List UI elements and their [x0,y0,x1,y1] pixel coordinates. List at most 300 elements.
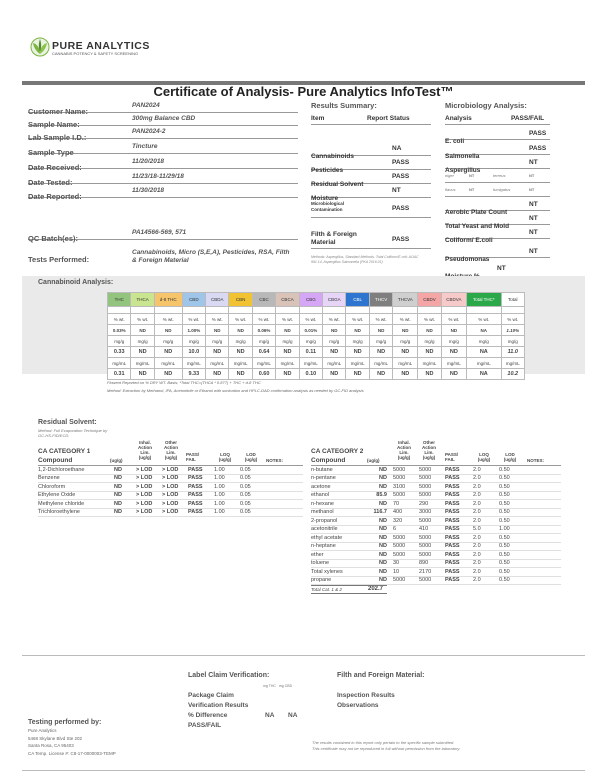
col-passfail: PASS/FAIL [511,115,545,122]
cannabinoid-cell: % wt. [501,314,524,325]
solvent-cell: 1.00 [214,483,225,490]
cannabinoid-cell: mg/g [154,336,182,347]
cannabinoid-cell: ND [206,325,229,336]
cannabinoid-cell: NA [467,369,501,380]
solvent-cell: 2.0 [473,577,481,584]
cannabinoid-cell: mg/mL [108,358,131,369]
solvent-cell: 30 [393,560,400,567]
solvent-cell: PASS [188,475,203,482]
solvent-cell: 5000 [393,543,406,550]
cannabinoid-header-cell: THCV [369,293,392,307]
solvent-cell: 5000 [393,577,406,584]
col-item: Item [311,115,325,122]
cannabinoid-cell: mg/g [369,336,392,347]
micro-row: Salmonella PASS [445,145,550,155]
cannabinoid-cell: 1.00% [182,325,205,336]
cannabinoid-cell: mg/g [108,336,131,347]
cannabinoid-cell: NA [467,347,501,358]
solvent-cell: 2.0 [473,560,481,567]
cannabinoid-cell [501,307,524,314]
solvent-cell: > LOD [162,466,179,473]
customer-row: Lab Sample I.D.: PAN2024-2 [28,127,298,139]
cannabinoid-header-cell: Total THC* [467,293,501,307]
cannabinoid-cell: ND [206,347,229,358]
solvent-cell: 3100 [393,483,406,490]
result-row: Pesticides PASS [311,159,431,170]
solvent-cell: 3000 [419,509,432,516]
disclaimer-line-1: The results contained in this report only pertain to the specific sample submitted. [312,740,455,745]
solvent-cell: 1.00 [214,492,225,499]
solvent-cell: 0.50 [499,543,510,550]
solvent-row [311,492,561,501]
cannabinoid-cell: ND [276,347,299,358]
cannabinoid-header-cell: CBD [182,293,205,307]
cannabinoid-cell: mg/g [393,336,418,347]
solvent-cell: > LOD [162,492,179,499]
solvent-cell: ND [379,500,387,507]
cannabinoid-cell: mg/mL [393,358,418,369]
cannabinoid-cell: 1.10% [501,325,524,336]
result-row: Microbiological Contamination PASS [311,201,431,218]
solvent-cell: ND [379,534,387,541]
percent-difference: % Difference [188,712,228,719]
cannabinoid-cell: ND [323,369,346,380]
cannabinoid-cell: 0.60 [252,369,275,380]
solvent-cell: methanol [311,509,334,516]
cat2-header: CA CATEGORY 2 Compound (ug/g) Inhal. Action Lim. (ug/g) Other Action Lim. (ug/g) PASS/ FAIL LOQ (ug/g) LOD (ug/g) NOTES: [311,440,561,466]
cannabinoid-header-cell: CBL [346,293,369,307]
cannabinoid-cell [346,307,369,314]
solvent-cell: PASS [188,500,203,507]
cannabinoid-cell: ND [154,325,182,336]
cannabinoid-cell: % wt. [369,314,392,325]
cannabinoid-cell: mg/mL [182,358,205,369]
cannabinoid-cell: mg/g [131,336,154,347]
testing-performed [28,719,228,757]
solvent-cell: 1.00 [499,526,510,533]
solvent-cell: > LOD [162,483,179,490]
solvent-row [311,577,561,586]
cannabinoid-cell: mg/mL [441,358,466,369]
solvent-cell: PASS [188,483,203,490]
cannabinoid-cell: 0.03% [108,325,131,336]
solvent-cell: 1.00 [214,500,225,507]
cannabinoid-cell [323,307,346,314]
solvent-cell: PASS [445,492,460,499]
cannabinoid-header-cell: CBDA [206,293,229,307]
verification-results: Verification Results [188,702,249,709]
cannabinoid-cell: 0.06% [252,325,275,336]
solvent-cell: 0.50 [499,568,510,575]
solvent-cell: 0.05 [240,492,251,499]
cannabinoid-cell: % wt. [467,314,501,325]
cannabinoid-cell: % wt. [276,314,299,325]
cannabinoid-cell [154,307,182,314]
cannabinoid-table [107,292,525,380]
solvent-row [311,517,561,526]
cannabinoid-cell: mg/mL [369,358,392,369]
solvent-row [311,568,561,577]
cannabinoid-cell: 10.2 [501,369,524,380]
solvent-cell: PASS [445,560,460,567]
cannabinoid-cell: mg/mL [276,358,299,369]
solvent-cell: 1.00 [214,466,225,473]
solvent-cell: PASS [445,509,460,516]
cannabinoid-cell: ND [131,369,154,380]
solvent-cell: PASS [445,500,460,507]
solvent-cell: n-butane [311,466,333,473]
cannabinoid-cell: ND [154,347,182,358]
solvent-cell: 2.0 [473,466,481,473]
cannabinoid-cell: mg/g [346,336,369,347]
micro-row: Total Yeast and Mold NT [445,215,550,225]
cannabinoid-cell: ND [418,369,441,380]
solvent-cell: 2.0 [473,551,481,558]
solvent-cell: 0.50 [499,475,510,482]
solvent-cell: 2.0 [473,483,481,490]
solvent-cell: 0.50 [499,466,510,473]
solvent-row [311,509,561,518]
customer-row: Date Reported: 11/30/2018 [28,186,298,198]
solvent-cell: 5000 [419,543,432,550]
solvent-row [311,483,561,492]
moisture-row: NT [497,265,506,272]
cannabinoid-cell: ND [131,347,154,358]
cannabinoid-cell: ND [369,347,392,358]
solvent-cell: PASS [445,475,460,482]
solvent-cell: 0.50 [499,577,510,584]
cannabinoid-cell: ND [441,347,466,358]
solvent-cell: 1.00 [214,509,225,516]
solvent-cell: 5000 [419,466,432,473]
cannabinoid-cell: ND [276,369,299,380]
cannabinoid-cell: ND [229,325,252,336]
customer-row: Tests Performed: Cannabinoids, Micro (S,E,A), Pesticides, RSA, Filth & Foreign Material [28,249,290,264]
category-2-table [311,440,561,594]
logo [30,37,160,59]
solvent-cell: 5000 [393,466,406,473]
result-row: Moisture NT [311,187,431,198]
solvent-cell: ND [114,492,122,499]
cannabinoid-cell: ND [323,325,346,336]
solvent-cell: 2.0 [473,500,481,507]
cannabinoid-cell: mg/g [252,336,275,347]
solvent-cell: PASS [445,517,460,524]
category-1-table [38,440,303,517]
cannabinoid-cell: 9.33 [182,369,205,380]
solvent-cell: 290 [419,500,429,507]
cannabinoid-cell: % wt. [299,314,322,325]
cannabinoid-cell: ND [229,347,252,358]
cannabinoid-cell: % wt. [441,314,466,325]
cannabinoid-header-cell: CBCA [276,293,299,307]
solvent-row [311,526,561,535]
cannabinoid-cell: 10.0 [182,347,205,358]
solvent-row [311,534,561,543]
solvent-cell: 0.50 [499,560,510,567]
cannabinoid-header-cell: CBN [229,293,252,307]
solvent-cell: Chloroform [38,483,66,490]
solvent-cell: 5000 [393,551,406,558]
solvent-cell: PASS [188,509,203,516]
solvent-cell: > LOD [136,492,153,499]
micro-analysis [445,101,550,272]
micro-row: Pseudomonas NT [445,248,550,258]
solvent-cell: 0.50 [499,534,510,541]
cannabinoid-cell: ND [206,369,229,380]
disclaimer [312,740,572,752]
cannabinoid-note-1: Flowent Reported on % DRY WT. Basis; *Total THC=(THCA * 0.877) + THC + d-8 THC [107,380,261,385]
solvent-cell: 0.05 [240,466,251,473]
micro-row: Coliform/ E.coli NT [445,229,550,239]
solvent-cell: ND [379,466,387,473]
solvent-cell: 320 [393,517,403,524]
diff-cbd: NA [288,712,298,719]
lab-license: CA Temp. License #: C8-17-0000003-TEMP [28,750,116,756]
footer-line [22,770,585,771]
cannabinoid-cell: ND [393,325,418,336]
cannabinoid-cell: mg/mL [299,358,322,369]
solvent-row [38,509,303,518]
solvent-cell: 2.0 [473,517,481,524]
cannabinoid-cell: % wt. [323,314,346,325]
cannabinoid-header-cell: Total [501,293,524,307]
solvent-cell: 5000 [419,475,432,482]
solvent-row [38,483,303,492]
cannabinoid-cell [441,307,466,314]
disclaimer-line-2: This certificate may not be reproduced in full without permission from the laboratory. [312,746,461,751]
observations: Observations [337,702,379,709]
solvent-row [38,475,303,484]
solvent-cell: ND [379,560,387,567]
lab-address: 5468 Skylane Blvd Ste 202 [28,735,83,741]
micro-row: Aspergillus NT [445,159,550,169]
solvent-cell: 0.05 [240,509,251,516]
solvent-cell: Total xylenes [311,568,343,575]
solvent-cell: ND [114,466,122,473]
solvent-cell: 0.50 [499,517,510,524]
solvent-cell: propane [311,577,332,584]
solvent-cell: ND [114,483,122,490]
solvent-cell: 410 [419,526,429,533]
solvent-cell: 0.50 [499,483,510,490]
section-divider [22,655,585,656]
solvent-cell: 5.0 [473,526,481,533]
solvent-cell: PASS [445,534,460,541]
cannabinoid-cell: ND [418,347,441,358]
solvent-cell: 0.50 [499,500,510,507]
solvent-cell: 5000 [419,483,432,490]
solvent-cell: 85.9 [376,492,387,499]
cannabinoid-cell: mg/mL [131,358,154,369]
solvent-cell: 0.05 [240,475,251,482]
cannabinoid-cell: ND [346,369,369,380]
solvent-cell: 2170 [419,568,432,575]
cannabinoid-cell: % wt. [393,314,418,325]
solvent-cell: n-pentane [311,475,336,482]
solvent-cell: 5000 [419,517,432,524]
solvent-row [38,466,303,475]
solvent-cell: PASS [445,577,460,584]
cannabinoid-cell [369,307,392,314]
cannabinoid-cell: mg/mL [418,358,441,369]
filth-section [337,672,477,709]
cannabinoid-cell: ND [346,325,369,336]
cannabinoid-cell: mg/g [299,336,322,347]
solvent-cell: PASS [445,483,460,490]
lab-city: Santa Rosa, CA 95403 [28,743,74,748]
result-row: Cannabinoids NA [311,145,431,156]
solvent-row [311,543,561,552]
cannabinoid-header-cell: THCA [131,293,154,307]
solvent-cell: Methylene chloride [38,500,85,507]
solvent-cell: ethanol [311,492,330,499]
cannabinoid-cell: mg/g [441,336,466,347]
cannabinoid-cell [229,307,252,314]
cannabinoid-cell: ND [393,369,418,380]
solvent-cell: ND [379,551,387,558]
solvent-row [311,475,561,484]
solvent-cell: 5000 [419,534,432,541]
cannabinoid-cell: mg/mL [252,358,275,369]
cannabinoid-cell: ND [369,325,392,336]
cannabinoid-cell: % wt. [252,314,275,325]
cannabinoid-cell: % wt. [418,314,441,325]
cannabinoid-cell: ND [393,347,418,358]
filth-title: Filth and Foreign Material: [337,672,425,679]
customer-row: Sample Type Tincture [28,142,298,154]
cannabinoid-cell: mg/g [276,336,299,347]
cannabinoid-cell: ND [369,369,392,380]
solvent-row [311,560,561,569]
solvent-cell: > LOD [136,483,153,490]
solvent-cell: Benzene [38,475,60,482]
cannabinoid-cell: ND [323,347,346,358]
solvent-cell: PASS [445,526,460,533]
cannabinoid-cell: mg/g [323,336,346,347]
micro-row: E. coli PASS [445,130,550,140]
cannabinoid-cell [393,307,418,314]
solvent-cell: 5000 [419,551,432,558]
cannabinoid-cell: mg/mL [154,358,182,369]
customer-row: Date Received: 11/20/2018 [28,157,298,169]
cannabinoid-cell [206,307,229,314]
solvent-cell: 890 [419,560,429,567]
cannabinoid-note-2: Method: Extraction by Methanol, IPA, Acetonitrile or Ethanol with sonication and HPLC-DAD confirmation analysis as needed by GC-FID analysis [107,388,364,393]
cannabinoid-cell: ND [441,325,466,336]
cannabinoid-cell: ND [276,325,299,336]
solvent-cell: PASS [188,466,203,473]
cannabinoid-cell: ND [346,347,369,358]
solvent-cell: 2.0 [473,509,481,516]
cannabinoid-cell: % wt. [346,314,369,325]
cannabinoid-cell [299,307,322,314]
solvent-cell: acetonitrile [311,526,338,533]
solvent-cell: n-hexane [311,500,334,507]
results-header [311,115,431,125]
solvent-cell: PASS [445,568,460,575]
cannabinoid-cell: % wt. [154,314,182,325]
micro-species-row: flavus NT fumigatus NT [445,187,550,197]
package-claim: Package Claim [188,692,234,699]
micro-header [445,115,550,125]
cannabinoid-cell: mg/mL [467,358,501,369]
cannabinoid-header-cell: THC [108,293,131,307]
cannabinoid-cell: mg/g [467,336,501,347]
solvent-cell: > LOD [136,500,153,507]
solvent-cell: > LOD [162,500,179,507]
label-claim-title: Label Claim Verification: [188,672,270,679]
solvent-cell: PASS [445,551,460,558]
cannabinoid-cell: 0.10 [299,369,322,380]
cannabinoid-cell: 0.33 [108,347,131,358]
solvent-cell: ND [114,500,122,507]
results-methods: Methods: Aspergillus, Standard Methods. Total Coliform/E.coli: AOAC 991.14, Aspergillus Salmonella (PKA 2016.01) [311,255,419,264]
solvent-cell: Ethylene Oxide [38,492,76,499]
solvent-row [38,492,303,501]
solvent-cell: 5000 [419,577,432,584]
residual-title: Residual Solvent: [38,419,97,426]
solvent-cell: 116.7 [373,509,387,516]
cannabinoid-cell: mg/mL [229,358,252,369]
solvent-row [311,500,561,509]
label-claim-subheads: mg THC mg CBD [263,684,293,688]
result-row: Residual Solvent PASS [311,173,431,184]
solvent-cell: ND [114,475,122,482]
residual-method: Method: Full Evaporation Technique by GC-HS-FID/ECD. [38,428,108,438]
cannabinoid-cell: mg/g [501,336,524,347]
cannabinoid-cell: ND [418,325,441,336]
col-status: Report Status [367,115,410,122]
customer-row: Date Tested: 11/23/18-11/29/18 [28,172,298,184]
solvent-cell: 70 [393,500,400,507]
brand-tagline: CANNABIS POTENCY & SAFETY SCREENING [52,51,139,56]
results-summary [311,101,431,264]
cannabinoid-title: Cannabinoid Analysis: [38,279,114,286]
solvent-cell: 5000 [393,475,406,482]
solvent-row [311,551,561,560]
pass-fail: PASS/FAIL [188,722,222,729]
col-analysis: Analysis [445,115,472,122]
cannabinoid-cell: ND [154,369,182,380]
solvent-cell: ND [379,517,387,524]
solvent-cell: 2.0 [473,492,481,499]
cannabinoid-cell [108,307,131,314]
label-claim-section [188,672,328,729]
solvent-cell: 1.00 [214,475,225,482]
solvent-cell: PASS [445,466,460,473]
solvent-cell: 0.05 [240,483,251,490]
solvent-cell: ND [379,475,387,482]
cannabinoid-cell: 0.31 [108,369,131,380]
solvent-cell: 2.0 [473,568,481,575]
cannabinoid-cell: mg/mL [346,358,369,369]
cannabinoid-cell: 11.0 [501,347,524,358]
solvent-cell: > LOD [136,509,153,516]
solvent-cell: PASS [445,543,460,550]
page-title: Certificate of Analysis- Pure Analytics InfoTest™ [22,85,585,98]
solvent-cell: 5000 [419,492,432,499]
solvent-cell: Trichloroethylene [38,509,80,516]
cannabinoid-cell: mg/g [229,336,252,347]
solvent-cell: PASS [188,492,203,499]
solvent-cell: > LOD [162,509,179,516]
cat1-header: CA CATEGORY 1 Compound (ug/g) Inhal. Action Lim. (ug/g) Other Action Lim. (ug/g) PASS/ FAIL LOQ (ug/g) LOD (ug/g) NOTES: [38,440,303,466]
solvent-cell: ND [379,543,387,550]
cannabinoid-cell [276,307,299,314]
result-row: Filth & Foreign Material PASS [311,231,431,249]
micro-species-row: niger NT terreus NT [445,173,550,183]
